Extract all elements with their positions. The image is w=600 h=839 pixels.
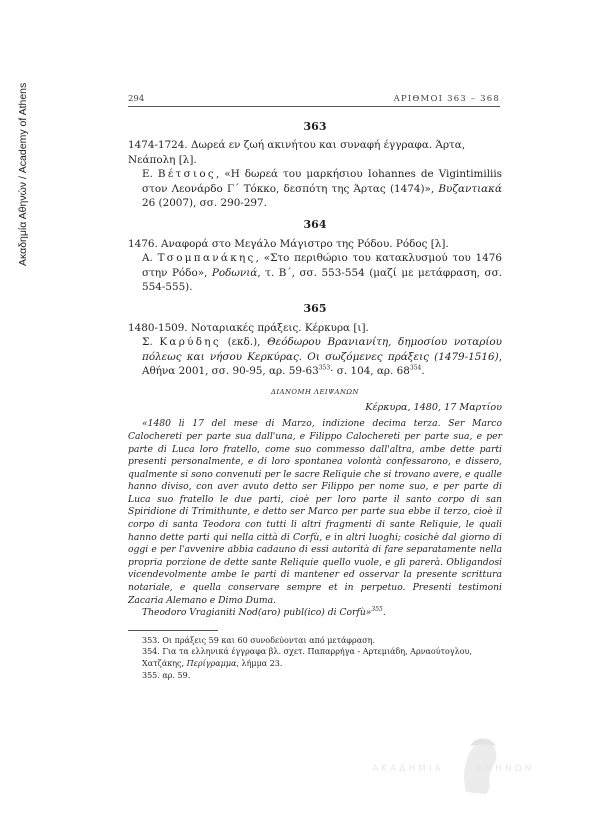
book-title: Θεόδωρου Βρανιανίτη, δημοσίου νοταρίου πόλεως και νήσου Κερκύρας. Οι σωζόμενες πράξεις (1479-1516) [142, 336, 503, 363]
document-title: ΔΙΑΝΟΜΗ ΛΕΙΨΑΝΩΝ [270, 387, 360, 396]
page-number: 294 [128, 94, 145, 104]
main-text [128, 120, 502, 681]
header-rule [128, 106, 500, 107]
bibliographic-reference: Σ. Καρύδης (εκδ.), Θεόδωρου Βρανιανίτη, δημοσίου νοταρίου πόλεως και νήσου Κερκύρας. Οι σωζόμενες πράξεις (1479-1516), Αθήνα 2001, σσ. 90-95, αρ. $59-63^{353}\cdot \sigma$. 104, αρ. $68^{354}$. [142, 336, 503, 378]
author-name: Καρύδης [159, 336, 221, 349]
running-title: ΑΡΙΘΜΟΙ 363 – 368 [393, 94, 500, 104]
watermark-text: ΑΚΑΔΗΜΙΑ [372, 764, 444, 774]
document-number: 363 [303, 120, 327, 133]
journal-title: Ροδωνιά [211, 266, 258, 279]
sidebar-text: Ακαδημία Αθηνών / Academy of Athens [17, 82, 29, 266]
author-name: Βέτσιος [157, 168, 217, 181]
dateline: Κέρκυρα, 1480, 17 Μαρτίου [365, 401, 502, 413]
quoted-document: «1480 li 17 del mese di Marzo, indizione decima terza. Ser Marco Calochereti per parte sua dall'una, e Filippo Calochereti per parte sua, e per parte di Luca loro fratello, come suo commesso dall'altra, ambe dette parti presenti personalmente, e di loro spontanea volontà confessarono, e dissero, qualmente si sono convenuti per le sacre Reliquie che si trovano avere, e qualle hanno diviso, con aver avuto detto ser Filippo per nome suo, e per parte di Luca suo fratello le due parti, cioè per loro parte il santo corpo di san Spiridione di Trimithunte, e detto ser Marco per parte sua ebbe il terzo, cioè il corpo di santa Teodora con tutti li altri fragmenti di sante Reliquie, le quali hanno dette parti qui nella città di Corfù, e in altri luoghi; cosichè dal giorno di oggi e per l'avvenire abbia cadauno di essi autorità di fare separatamente nella propria porzione de dette sante Reliquie quello vuole, e gli parerà. Obligandosi vicendevolmente ambe le parti di mantener ed osservar la presente scrittura notariale, e quella conservare sempre et in perpetuo. Presenti testimoni Zacaria Alemano e Dimo Duma. [128, 418, 502, 606]
footnote: 354. Για τα ελληνικά έγγραφα βλ. σχετ. Παπαρρήγα - Αρτεμιάδη, Αρναούτογλου, Χατζάκης, Περίγραμμα, λήμμα 23. [142, 647, 472, 668]
journal-title: Βυζαντιακά [438, 182, 502, 195]
footnote: 353. Οι πράξεις 59 και 60 συνοδεύονται από μετάφραση. [142, 635, 375, 645]
document-entry: 1474-1724. Δωρεά εν ζωή ακινήτου και συναφή έγγραφα. Άρτα, Νεάπολη [λ]. [128, 139, 466, 166]
bibliographic-reference: Ε. Βέτσιος, «Η δωρεά του μαρκήσιου Iohannes de Vigintimiliis στον Λεονάρδο Γ΄ Τόκκο, δεσπότη της Άρτας (1474)», Βυζαντιακά 26 (2007), σσ. 290-297. [142, 168, 502, 210]
author-name: Τσομπανάκης [157, 252, 256, 265]
footnote-marker[interactable]: 355 [371, 606, 383, 614]
watermark-text: ΑΘΗΝΩΝ [476, 764, 535, 774]
document-number: 364 [303, 218, 327, 232]
document-number: 365 [303, 302, 327, 316]
document-entry: 1480-1509. Νοταριακές πράξεις. Κέρκυρα [ι]. [128, 321, 369, 334]
notary-signature: Theodoro Vragianiti Nod(aro) publ(ico) di Corfù»$^{355}$. [142, 606, 386, 619]
document-entry: 1476. Αναφορά στο Μεγάλο Μάγιστρο της Ρόδου. Ρόδος [λ]. [128, 237, 449, 250]
running-header [128, 94, 500, 104]
academy-watermark [372, 736, 572, 816]
footnote-marker[interactable]: 354 [409, 364, 422, 372]
bibliographic-reference: Α. Τσομπανάκης, «Στο περιθώριο του κατακλυσμού του 1476 στην Ρόδο», Ροδωνιά, τ. Β΄, σσ. 553-554 (μαζί με μετάφραση, σσ. 554-555). [142, 252, 502, 294]
footnote-rule [128, 630, 218, 631]
footnote-marker[interactable]: 353 [318, 364, 331, 372]
footnote: 355. αρ. 59. [142, 670, 191, 680]
